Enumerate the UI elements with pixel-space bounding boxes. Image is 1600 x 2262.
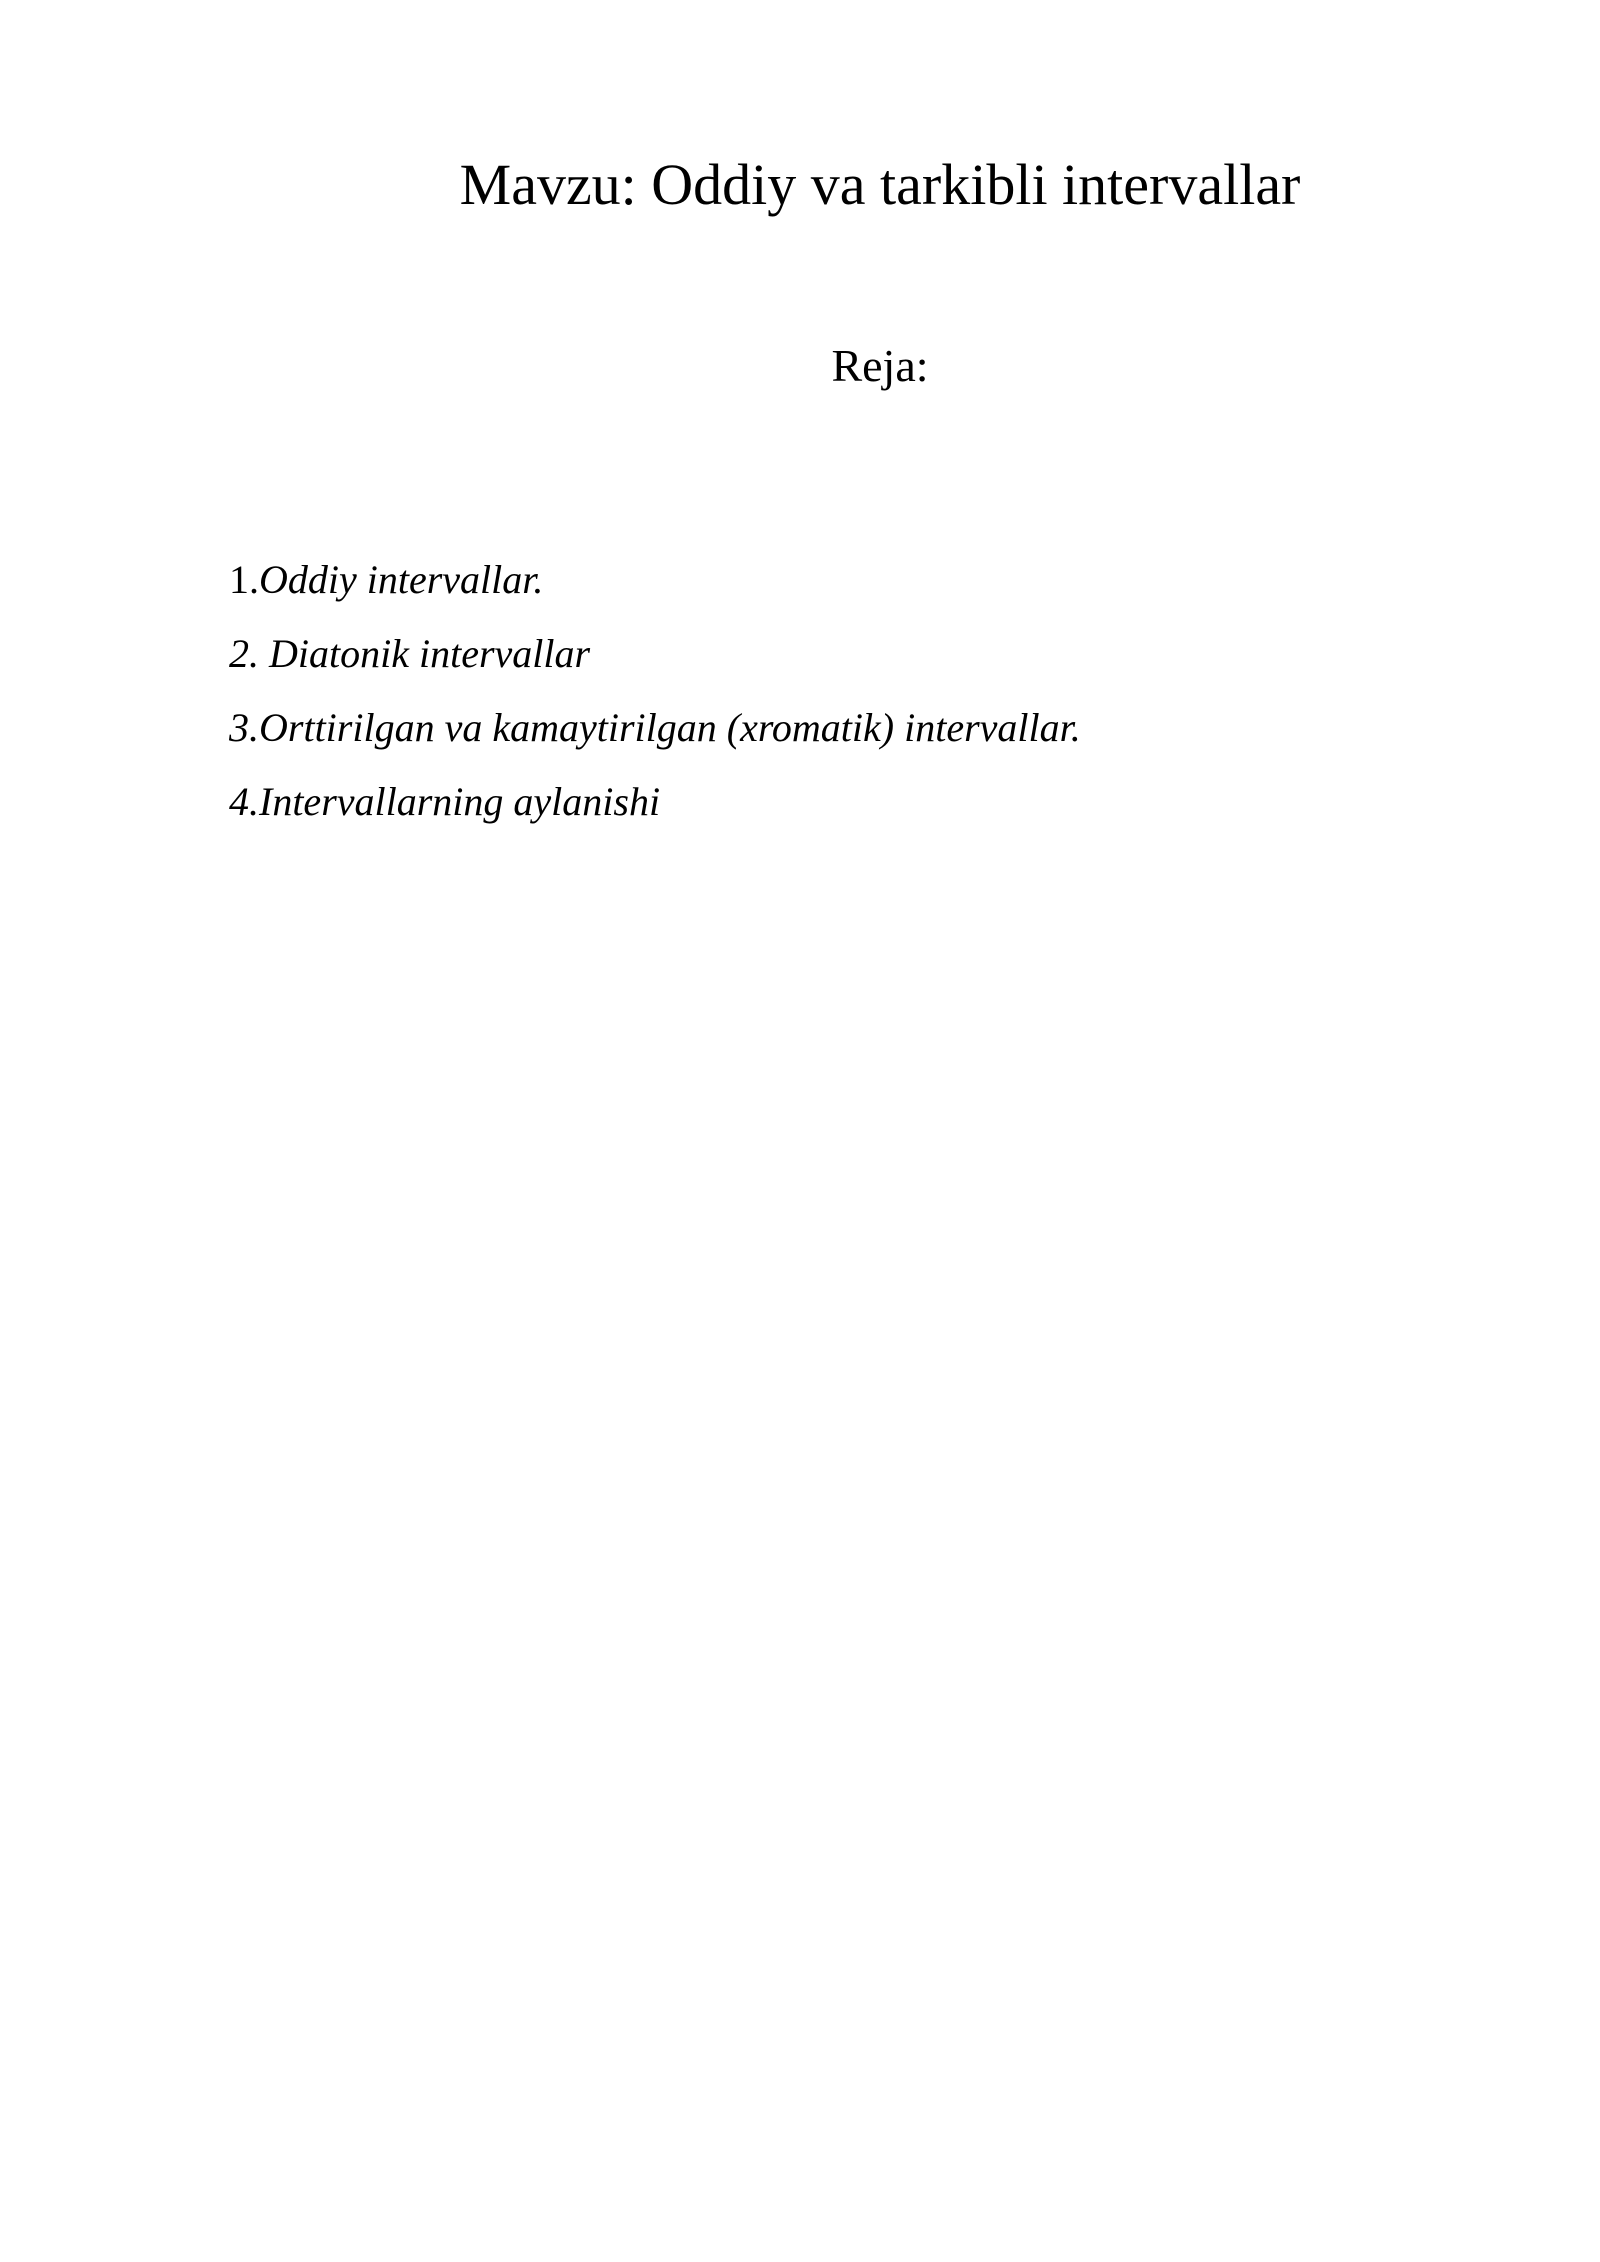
plan-list	[229, 550, 1081, 846]
plan-item-3	[229, 698, 1081, 772]
page-title: Mavzu: Oddiy va tarkibli intervallar	[459, 152, 1301, 217]
plan-item-text: Diatonik intervallar	[269, 631, 591, 676]
plan-item-number: 1.	[229, 557, 259, 602]
plan-item-2	[229, 624, 1081, 698]
plan-item-text: Orttirilgan va kamaytirilgan (xromatik) intervallar.	[259, 705, 1081, 750]
plan-item-1	[229, 550, 1081, 624]
plan-item-4	[229, 772, 1081, 846]
plan-item-number: 3.	[229, 705, 259, 750]
plan-heading: Reja:	[831, 340, 929, 391]
plan-item-text: Intervallarning aylanishi	[259, 779, 661, 824]
plan-item-number: 4.	[229, 779, 259, 824]
plan-item-number: 2.	[229, 631, 269, 676]
plan-item-text: Oddiy intervallar.	[259, 557, 544, 602]
